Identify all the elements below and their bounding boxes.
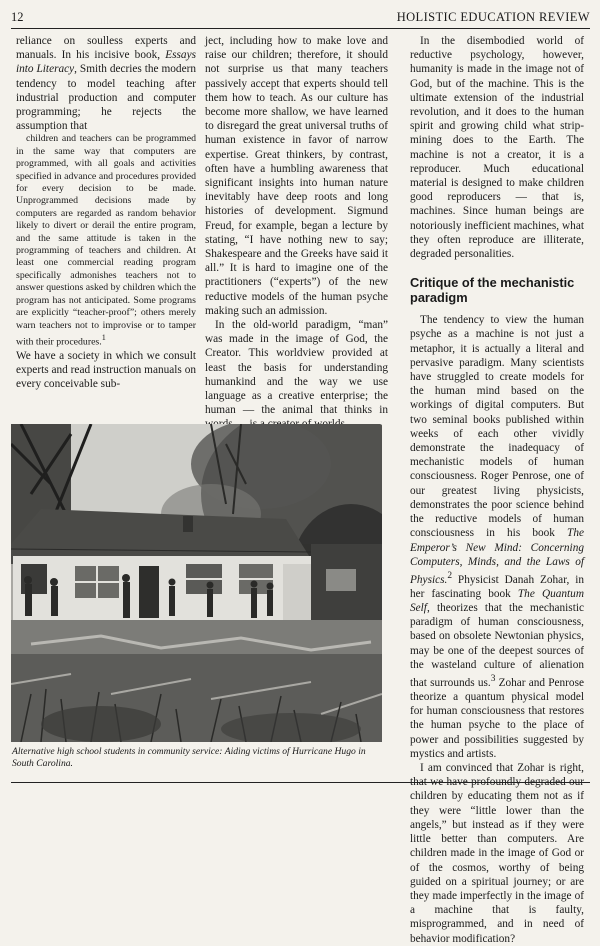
book-title: The Quantum Self [410, 587, 584, 615]
hurricane-photo [11, 424, 382, 742]
paragraph: The tendency to view the human psyche as a machine is not just a metaphor, it is actually a literal and pervasive paradigm. Many scientists have struggled to create models for the human mind based on the workings of digital computers. But two seminal books published within weeks of each other vividly demonstrate the inadequacy of mechanistic models of human consciousness. Roger Penrose, one of our greatest living physicists, demonstrates the poor science behind the reductive models of human consciousness in his book The Emperor’s New Mind: Concerning Computers, Minds, and the Laws of Physics.$^2$ Physicist Danah Zohar, in her fascinating book The Quantum Self, theorizes that the mechanistic paradigm of human consciousness, based on obsolete Newtonian physics, may be one of the deepest sources of the wasteland culture of alienation that surrounds us.$^3$ Zohar and Penrose theorize a quantum physical model for human consciousness that restores the human psyche to the place of power and possibilities suggested by mystics and artists. [410, 314, 584, 760]
page-number: 12 [11, 10, 24, 24]
footnote-ref: 3 [490, 674, 496, 685]
book-title: The Emperor’s New Mind: Concerning Computers, Minds, and the Laws of Physics. [410, 527, 584, 586]
book-title: Essays into Literacy [16, 49, 196, 76]
section-heading: Critique of the mechanistic paradigm [410, 275, 575, 306]
footer-rule [11, 782, 590, 783]
block-quote: children and teachers can be programmed in the same way that computers are programmed, with all goals and activities specified in advance and procedures provided for every decision to be made. Unprogrammed decisions made by computers are regarded as random behavior likely to divert or derail the entire program, and the same attitude is taken in the programming of teachers and children. At least one commercial reading program specifically admonishes teachers not to answer questions asked by children which the program has not anticipated. Some programs are explicitly “teacher-proof”; others merely warn teachers not to improvise or to tamper with their procedures.$^1$ [16, 133, 196, 348]
column-3 [410, 34, 584, 946]
paragraph: I am convinced that Zohar is right, that we have profoundly degraded our children by educating them not as if they were “little lower than the angels,” but instead as if they were little better than computers. Are children made in the image of God or of the cosmos, worthy of being guided on a spiritual journey; or are they made imperfectly in the image of a machine that is faulty, misprogrammed, and in need of behavior modification? [410, 762, 584, 945]
paragraph: In the disembodied world of reductive psychology, however, humanity is made in the image not of God, but of the machine. This is the ultimate extension of the industrial revolution, and it does to the human spirit and growing child what strip-mining does to the Earth. The machine is not a creator, it is a reproducer. Much educational material is designed to make children good reproducers — that is, machines. Since human beings are notoriously inefficient machines, what they often reproduce are illiterate, degraded personalities. [410, 35, 584, 261]
column-1 [16, 34, 196, 391]
figure-caption: Alternative high school students in community service: Aiding victims of Hurricane Hugo in South Carolina. [12, 746, 366, 769]
paragraph: reliance on soulless experts and manuals. In his incisive book, Essays into Literacy, Smith decries the modern tendency to model teaching after industrial production and computer programming; he rejects the assumption that [16, 35, 196, 133]
journal-title: HOLISTIC EDUCATION REVIEW [396, 10, 590, 24]
column-2 [205, 34, 388, 432]
paragraph: We have a society in which we consult experts and read instruction manuals on every conceivable sub- [16, 349, 196, 390]
header-rule [11, 28, 590, 29]
footnote-ref: 2 [447, 570, 453, 581]
paragraph: ject, including how to make love and raise our children; therefore, it should not surprise us that many teachers passively accept that experts should tell them how to teach. As our culture has become more shallow, we have learned to disregard the great universal truths of human existence in favor of narrow expertise. Great thinkers, by contrast, often have a humbling awareness that significant insights into human nature inevitably have deep roots and long histories of development. Sigmund Freud, for example, began a lecture by stating, “I have nothing new to say; Shakespeare and the Greeks have said it all.” It is hard to imagine one of the practitioners (“experts”) of the new reductive models of the human psyche making such an admission. [205, 35, 388, 317]
paragraph: In the old-world paradigm, “man” was made in the image of God, the Creator. This worldview provided at least the basis for understanding humankind and the way we use language as a creative enterprise; the human — the animal that thinks in [205, 319, 388, 417]
footnote-ref: 1 [101, 332, 106, 342]
page-header [11, 10, 590, 28]
